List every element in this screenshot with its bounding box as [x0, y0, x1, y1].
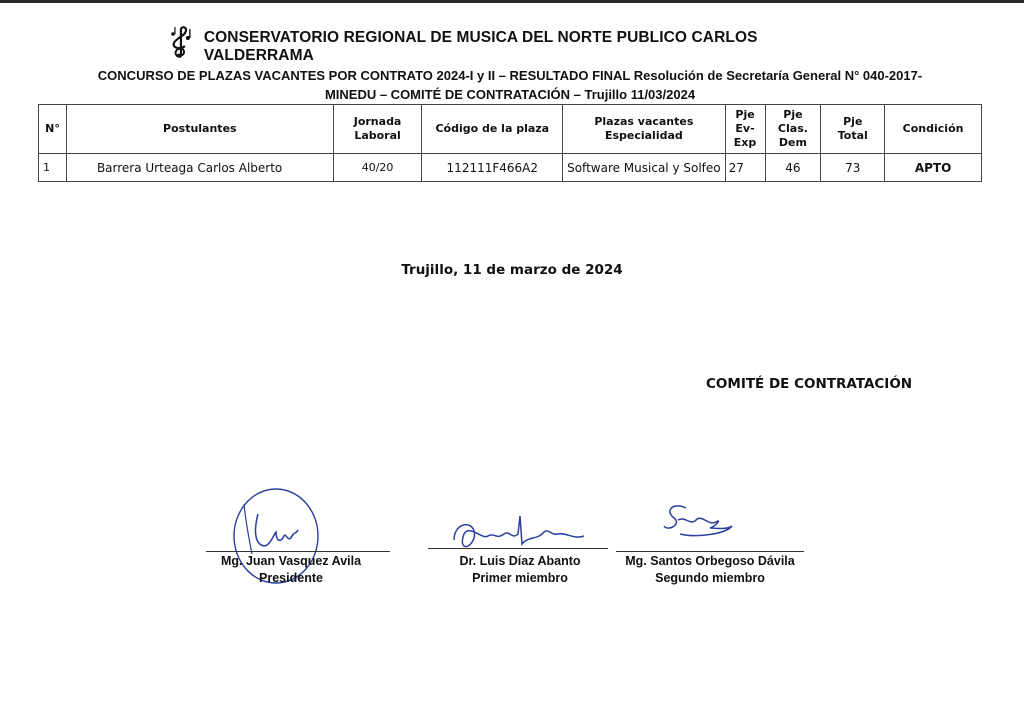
- signature-line-2: [428, 548, 608, 549]
- signer-name: Mg. Santos Orbegoso Dávila: [625, 554, 795, 568]
- document-subtitle: [40, 66, 980, 104]
- institution-name: CONSERVATORIO REGIONAL DE MUSICA DEL NORTE PUBLICO CARLOS VALDERRAMA: [203, 29, 758, 64]
- signature-segundo-miembro: [656, 496, 746, 556]
- date-line: Trujillo, 11 de marzo de 2024: [401, 262, 623, 278]
- cell-jornada: 40/20: [333, 154, 422, 182]
- signer-role: Segundo miembro: [655, 571, 765, 585]
- signer-segundo-miembro: [612, 553, 808, 587]
- cell-pje-ev-exp: 27: [725, 154, 765, 182]
- title-line: [168, 22, 868, 62]
- cell-pje-total: 73: [821, 154, 885, 182]
- subtitle-line-1: CONCURSO DE PLAZAS VACANTES POR CONTRATO 2024-I y II – RESULTADO FINAL Resolución de Secretaría General N° 040-2017-: [97, 68, 923, 83]
- signer-name: Dr. Luis Díaz Abanto: [459, 554, 581, 568]
- cell-condicion: APTO: [885, 154, 982, 182]
- cell-pje-clas-dem: 46: [765, 154, 821, 182]
- signer-name: Mg. Juan Vasquez Avila: [220, 554, 362, 568]
- col-codigo: Código de la plaza: [422, 105, 563, 154]
- cell-postulante: Barrera Urteaga Carlos Alberto: [66, 154, 333, 182]
- signature-line-1: [206, 551, 390, 552]
- committee-title: COMITÉ DE CONTRATACIÓN: [706, 376, 913, 392]
- col-jornada: Jornada Laboral: [333, 105, 422, 154]
- col-postulantes: Postulantes: [66, 105, 333, 154]
- col-pje-ev-exp: Pje Ev- Exp: [725, 105, 765, 154]
- cell-num: 1: [39, 154, 67, 182]
- col-plazas: Plazas vacantes Especialidad: [563, 105, 725, 154]
- table-header-row: [39, 105, 982, 154]
- top-border: [0, 0, 1024, 3]
- music-clef-logo-icon: [168, 24, 194, 60]
- results-table: [38, 104, 982, 182]
- signer-role: Presidente: [259, 571, 323, 585]
- table-row: [39, 154, 982, 182]
- signer-primer-miembro: [430, 553, 610, 587]
- cell-codigo: 112111F466A2: [422, 154, 563, 182]
- signer-role: Primer miembro: [472, 571, 568, 585]
- col-pje-total: Pje Total: [821, 105, 885, 154]
- col-condicion: Condición: [885, 105, 982, 154]
- subtitle-line-2: MINEDU – COMITÉ DE CONTRATACIÓN – Trujillo 11/03/2024: [324, 87, 696, 102]
- cell-especialidad: Software Musical y Solfeo: [563, 154, 725, 182]
- col-pje-clas-dem: Pje Clas. Dem: [765, 105, 821, 154]
- col-num: N°: [39, 105, 67, 154]
- signer-president: [198, 553, 384, 587]
- signature-line-3: [616, 551, 804, 552]
